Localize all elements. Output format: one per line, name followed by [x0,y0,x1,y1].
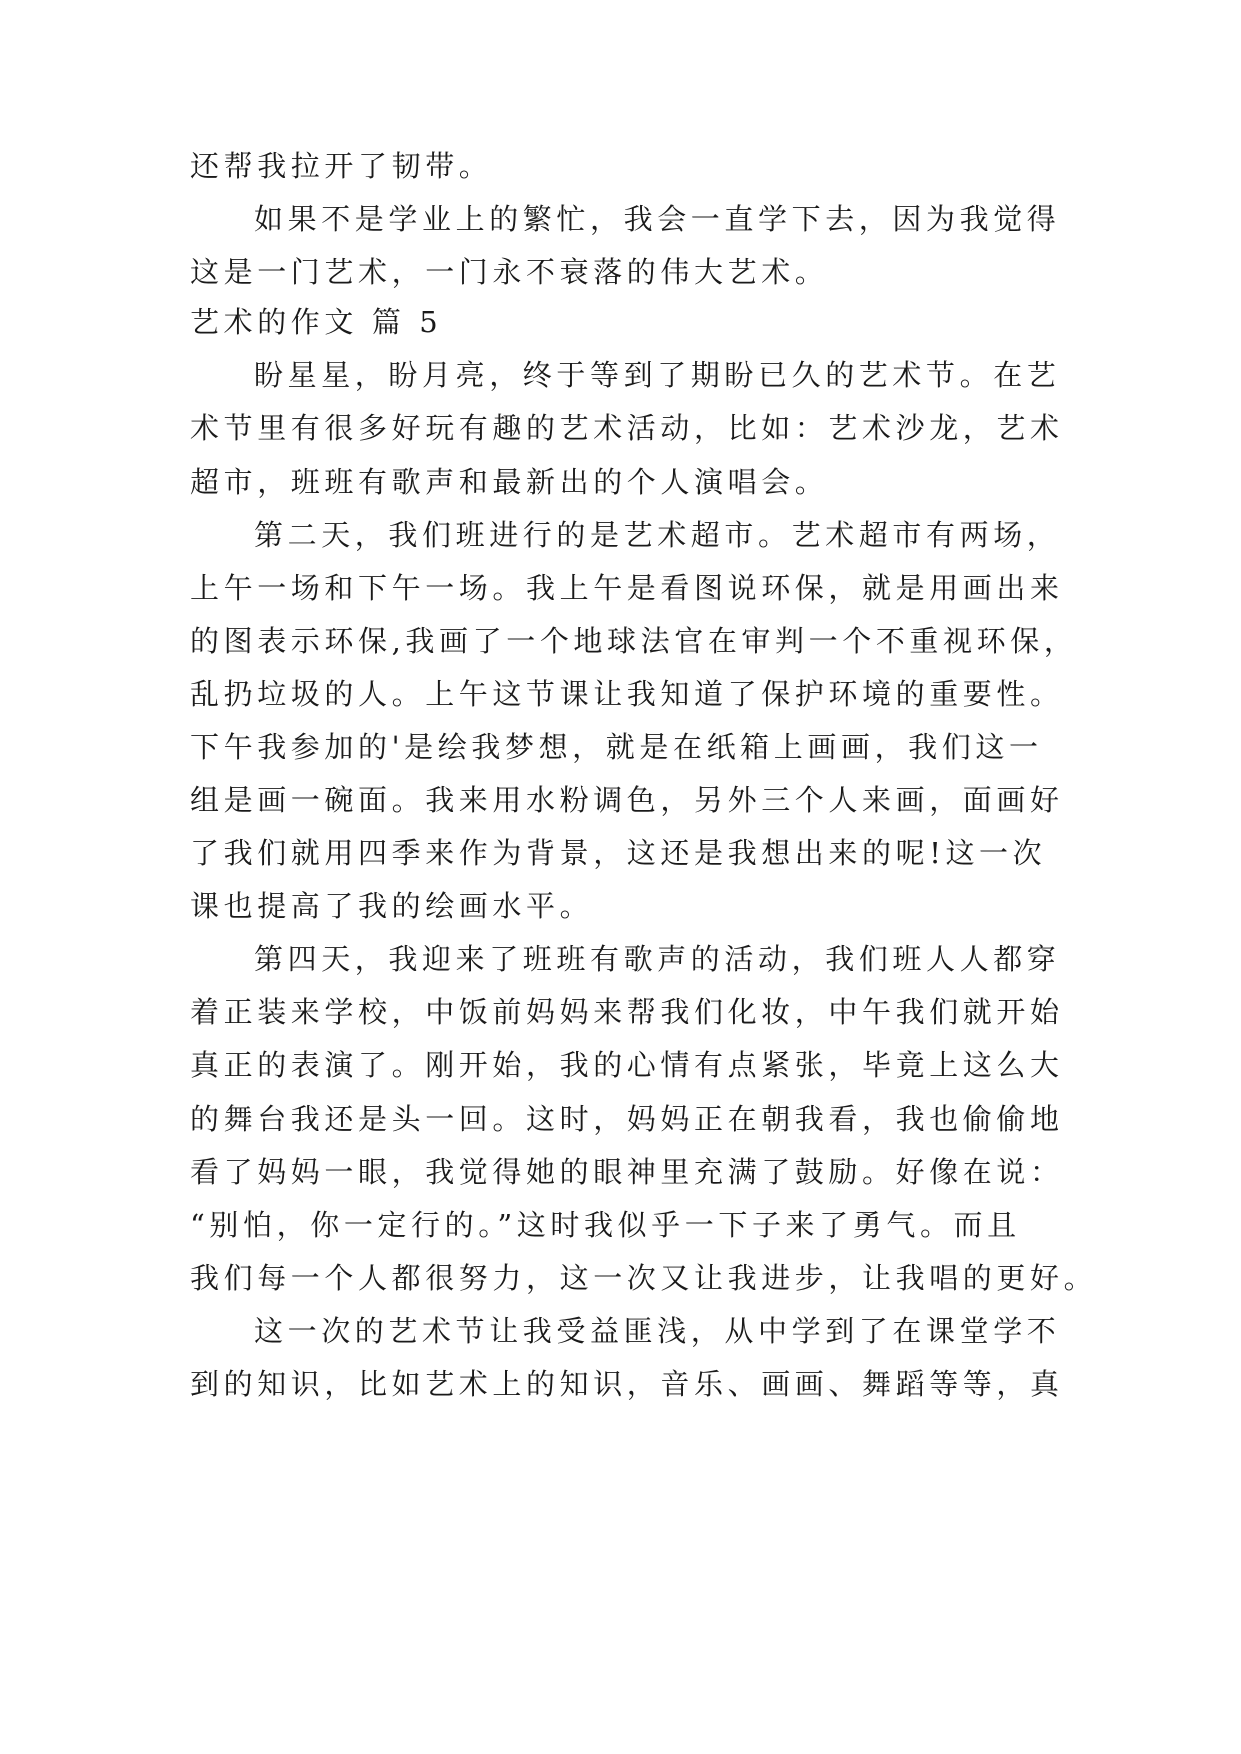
paragraph-line: 如果不是学业上的繁忙，我会一直学下去，因为我觉得 [254,202,1061,236]
paragraph-line: 组是画一碗面。我来用水粉调色，另外三个人来画，面画好 [190,783,1064,817]
paragraph-line: 着正装来学校，中饭前妈妈来帮我们化妆，中午我们就开始 [190,995,1064,1029]
paragraph-line: 的舞台我还是头一回。这时，妈妈正在朝我看，我也偷偷地 [190,1102,1064,1136]
section-heading: 艺术的作文 篇 5 [190,305,443,339]
paragraph-line: 术节里有很多好玩有趣的艺术活动，比如：艺术沙龙，艺术 [190,411,1064,445]
paragraph-line: 上午一场和下午一场。我上午是看图说环保，就是用画出来 [190,571,1064,605]
paragraph-line: 超市，班班有歌声和最新出的个人演唱会。 [190,465,829,499]
paragraph-line: 到的知识，比如艺术上的知识，音乐、画画、舞蹈等等，真 [190,1367,1064,1401]
paragraph-line: 这是一门艺术，一门永不衰落的伟大艺术。 [190,255,829,289]
paragraph-line: 真正的表演了。刚开始，我的心情有点紧张，毕竟上这么大 [190,1048,1064,1082]
paragraph-line: 的图表示环保,我画了一个地球法官在审判一个不重视环保， [190,624,1078,658]
paragraph-line: 第四天，我迎来了班班有歌声的活动，我们班人人都穿 [254,942,1061,976]
paragraph-line: 盼星星，盼月亮，终于等到了期盼已久的艺术节。在艺 [254,358,1061,392]
paragraph-line: “别怕，你一定行的。”这时我似乎一下子来了勇气。而且 [190,1208,1021,1242]
paragraph-line: 课也提高了我的绘画水平。 [190,889,594,923]
paragraph-line: 还帮我拉开了韧带。 [190,149,493,183]
paragraph-line: 下午我参加的'是绘我梦想，就是在纸箱上画画，我们这一 [190,730,1043,764]
paragraph-line: 这一次的艺术节让我受益匪浅，从中学到了在课堂学不 [254,1314,1061,1348]
paragraph-line: 我们每一个人都很努力，这一次又让我进步，让我唱的更好。 [190,1261,1098,1295]
paragraph-line: 第二天，我们班进行的是艺术超市。艺术超市有两场， [254,518,1061,552]
paragraph-line: 看了妈妈一眼，我觉得她的眼神里充满了鼓励。好像在说： [190,1155,1064,1189]
paragraph-line: 了我们就用四季来作为背景，这还是我想出来的呢!这一次 [190,836,1047,870]
paragraph-line: 乱扔垃圾的人。上午这节课让我知道了保护环境的重要性。 [190,677,1064,711]
